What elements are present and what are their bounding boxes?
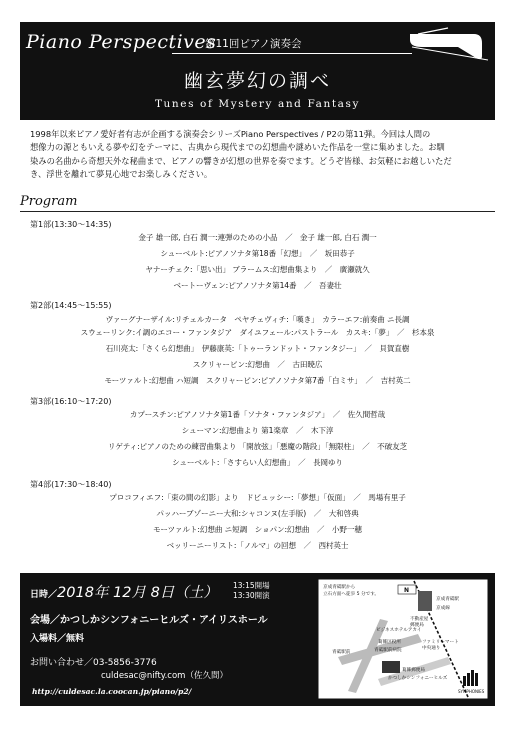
main-title: 幽玄夢幻の調べ xyxy=(183,70,331,92)
event-info-footer xyxy=(20,573,495,706)
program-item: プロコフィエフ:「束の間の幻影」より ドビュッシー:「夢想」「仮面」 ／ 馬場有里子 xyxy=(109,493,406,502)
open-time: 13:15開場 xyxy=(233,581,270,590)
part-3-label: 第3部(16:10〜17:20) xyxy=(30,397,112,406)
concert-number-label: 第11回ピアノ演奏会 xyxy=(205,38,302,50)
map-landmark: 葛飾郵便局 xyxy=(402,668,425,673)
map-logo-label: SYMPHONIES xyxy=(458,689,485,694)
map-hall-label: かつしかシンフォニーヒルズ xyxy=(388,676,448,681)
header-banner xyxy=(20,22,495,120)
intro-line: 想像力の源ともいえる夢や幻をテーマに、古典から現代までの幻想曲や謎めいた作品を一堂に集めました。お馴 xyxy=(30,142,445,153)
map-north-label: N xyxy=(404,587,410,594)
intro-line: 1998年以来ピアノ愛好者有志が企画する演奏会シリーズPiano Perspectives / P2の第11弾。今回は人間の xyxy=(30,129,431,139)
map-note-line1: 京成青砥駅から xyxy=(323,585,356,590)
program-item: モーツァルト:幻想曲 ハ短調 スクリャービン:ピアノソナタ第7番「白ミサ」 ／ 吉村英二 xyxy=(104,376,411,385)
program-heading: Program xyxy=(20,194,78,209)
hall-block xyxy=(382,661,400,673)
series-title: Piano Perspectives xyxy=(26,31,217,53)
program-item: スウェーリンク:イ調のエコー・ファンタジア ダイユフェール:パストラール カスキ:「夢」 ／ 杉本泉 xyxy=(80,328,435,337)
map-landmark: 中央通り xyxy=(422,646,441,651)
program-item: 金子 雄一郎, 白石 潤一:連弾のための小品 ／ 金子 雄一郎, 白石 潤一 xyxy=(138,233,377,242)
part-2-label: 第2部(14:45〜15:55) xyxy=(30,301,112,310)
date-value: 2018年 12月 8日（土） xyxy=(57,585,218,601)
program-item: ヴァーグナーザイル:リチェルカータ ペヤチェヴィチ:「嘆き」 カラーエフ:前奏曲 ニ長調 xyxy=(105,315,410,324)
english-subtitle: Tunes of Mystery and Fantasy xyxy=(154,98,361,110)
map-note-line2: 立石方面へ徒歩 5 分です。 xyxy=(323,592,380,597)
program-item: ベッリーニーリスト:「ノルマ」の回想 ／ 西村英士 xyxy=(166,541,349,550)
map-station-label: 京成青砥駅 xyxy=(436,597,459,602)
program-item: パッハーブゾーニー大和:シャコンヌ(左手版) ／ 大和啓典 xyxy=(156,509,359,518)
map-landmark: ファミリーマート xyxy=(422,640,459,645)
map-landmark: ビジネスホテルアカイ xyxy=(376,628,422,633)
map-road-label: 青砥駅前 xyxy=(332,650,351,655)
time-block xyxy=(233,581,270,600)
header-divider xyxy=(172,53,412,54)
map-landmark: 不動産屋 xyxy=(410,617,429,622)
map-hall-label-2: 葛飾区役所 xyxy=(378,640,401,645)
grand-piano-logo-icon xyxy=(408,26,490,66)
program-item: シューベルト:ピアノソナタ第18番「幻想」 ／ 坂田恭子 xyxy=(160,249,355,258)
intro-paragraph xyxy=(30,128,488,182)
website-link[interactable]: http://culdesac.la.coocan.jp/piano/p2/ xyxy=(32,687,192,696)
start-time: 13:30開演 xyxy=(233,590,270,600)
program-divider xyxy=(20,211,495,212)
program-item: ベートーヴェン:ピアノソナタ第14番 ／ 吾妻壮 xyxy=(173,281,342,290)
intro-line: き、浮世を離れて夢見心地でお楽しみください。 xyxy=(30,169,213,180)
admission: 入場料／無料 xyxy=(30,634,85,644)
program-item: シューベルト:「さすらい人幻想曲」 ／ 長岡ゆり xyxy=(172,458,343,467)
program-item: リゲティ:ピアノのための練習曲集より 「開放弦」「悪魔の階段」「無限柱」 ／ 不破友芝 xyxy=(107,442,408,451)
map-rail-label: 京成線 xyxy=(436,606,450,611)
part-4-label: 第4部(17:30〜18:40) xyxy=(30,480,112,489)
venue: 会場／かつしかシンフォニーヒルズ・アイリスホール xyxy=(30,615,268,626)
part-1-label: 第1部(13:30〜14:35) xyxy=(30,220,112,229)
station-block xyxy=(418,591,432,611)
contact-email: culdesac@nifty.com（佐久間） xyxy=(101,671,228,681)
access-map xyxy=(318,579,488,699)
date-line xyxy=(30,581,218,602)
contact-phone: お問い合わせ／03-5856-3776 xyxy=(30,658,157,668)
program-item: シューマン:幻想曲より 第1楽章 ／ 木下淳 xyxy=(181,426,334,435)
intro-line: 染みの名曲から奇想天外な秘曲まで、ピアノの響きが幻想の世界を奏でます。どうぞ皆様、お気軽にお越しいただ xyxy=(30,155,452,166)
program-item: カプースチン:ピアノソナタ第1番「ソナタ・ファンタジア」 ／ 佐久間哲哉 xyxy=(129,410,386,419)
map-landmark: 郵便局 xyxy=(410,623,424,628)
program-item: ヤナーチェク:「思い出」 ブラームス:幻想曲集より ／ 廣瀬就久 xyxy=(145,265,370,274)
program-item: スクリャービン:幻想曲 ／ 古田暁広 xyxy=(192,360,323,369)
program-item: 石川亮太:「さくら幻想曲」 伊藤康英:「トゥーランドット・ファンタジー」 ／ 貝賀直樹 xyxy=(105,344,410,353)
map-landmark: 青砥駅前病院 xyxy=(374,648,402,653)
date-label: 日時／ xyxy=(30,590,58,600)
program-item: モーツァルト:幻想曲 ニ短調 ショパン:幻想曲 ／ 小野一穂 xyxy=(153,525,362,534)
